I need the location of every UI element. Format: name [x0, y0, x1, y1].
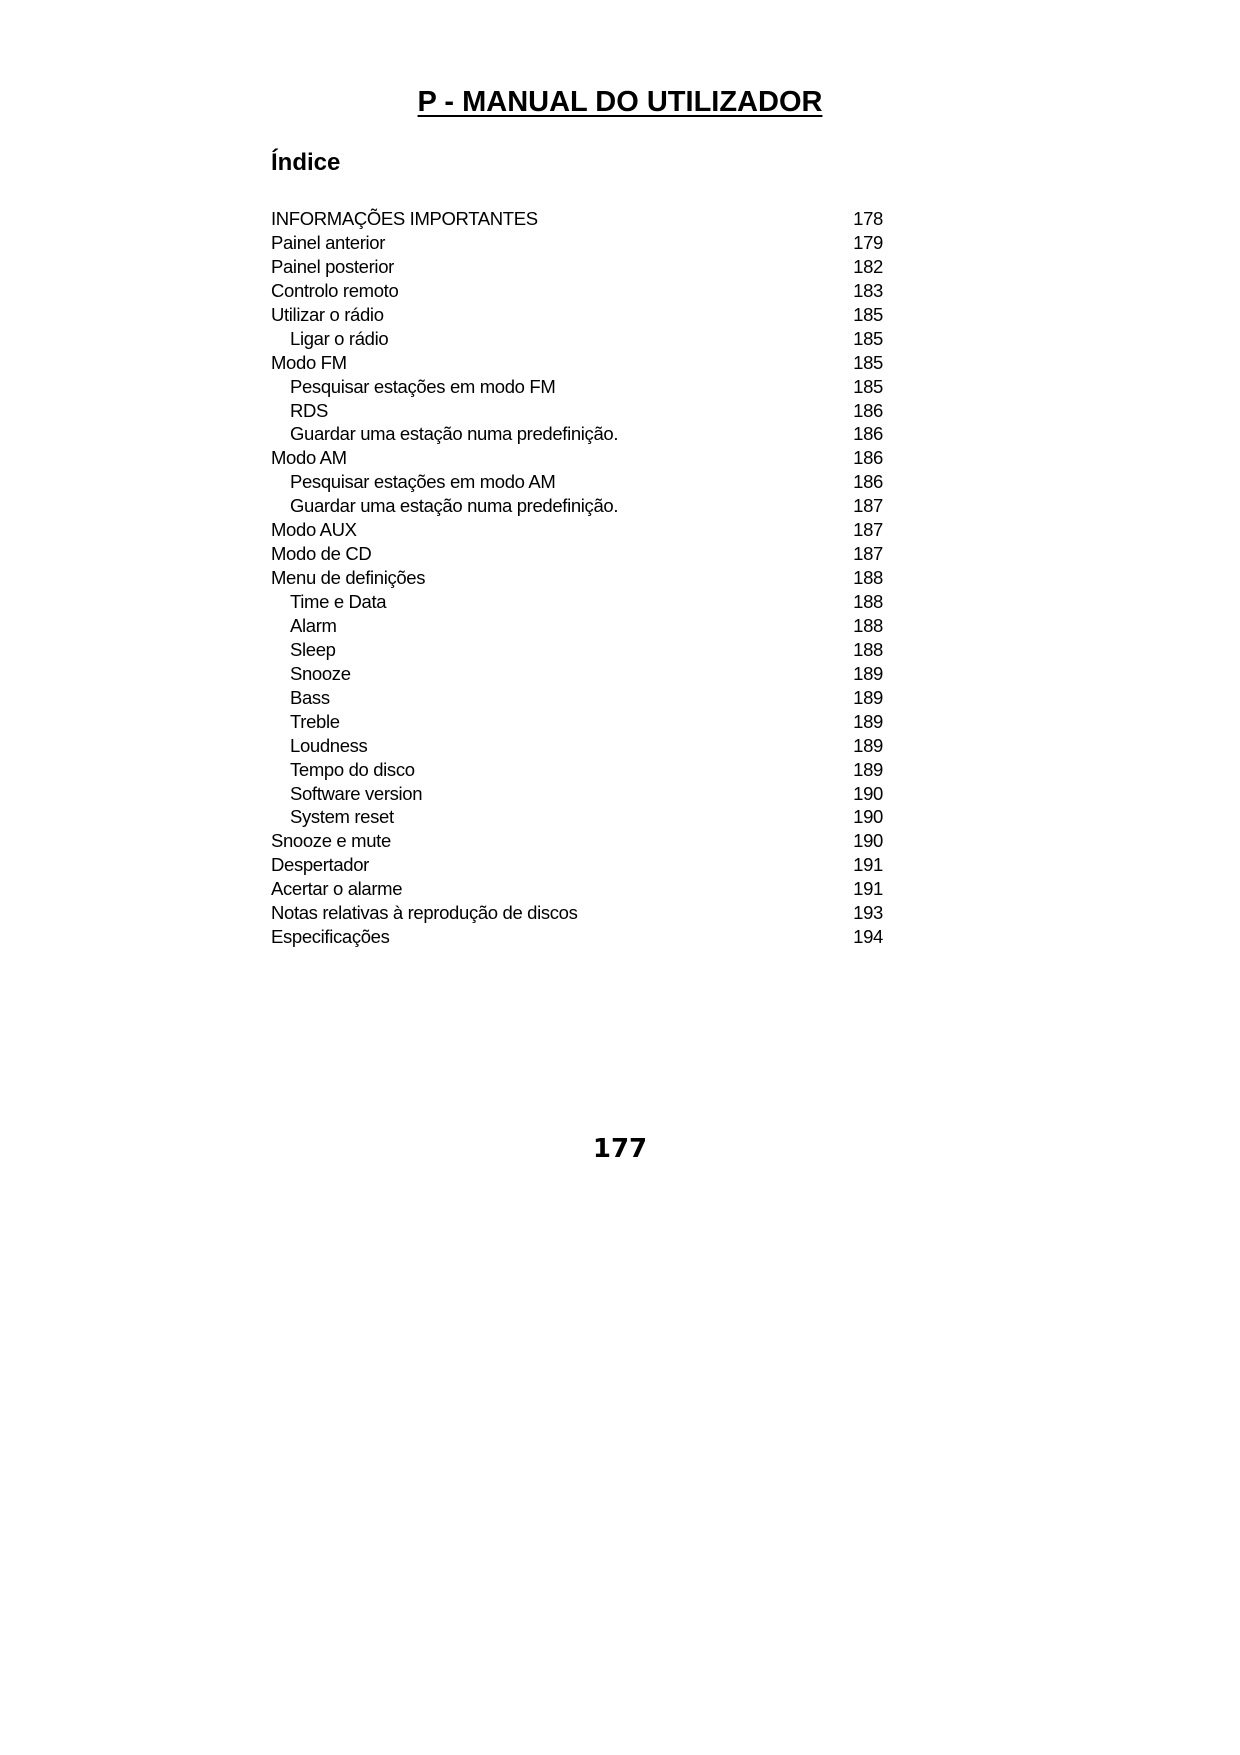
section-heading: Índice [271, 149, 341, 176]
table-of-contents [271, 207, 883, 949]
toc-entry-label: Especificações [271, 926, 390, 948]
toc-entry-page: 190 [853, 806, 883, 828]
toc-entry[interactable] [271, 877, 883, 901]
toc-entry-page: 191 [853, 854, 883, 876]
toc-entry[interactable] [271, 231, 883, 255]
toc-entry-label: Snooze e mute [271, 830, 391, 852]
toc-entry[interactable] [271, 925, 883, 949]
toc-entry[interactable] [271, 901, 883, 925]
toc-entry[interactable] [271, 710, 883, 734]
toc-entry-page: 189 [853, 710, 883, 732]
toc-entry[interactable] [271, 853, 883, 877]
toc-entry-label: Controlo remoto [271, 279, 399, 301]
toc-entry-page: 189 [853, 758, 883, 780]
toc-entry[interactable] [271, 782, 883, 806]
toc-entry[interactable] [271, 375, 883, 399]
toc-entry-page: 185 [853, 375, 883, 397]
toc-entry[interactable] [271, 279, 883, 303]
toc-entry-page: 194 [853, 926, 883, 948]
toc-entry[interactable] [271, 327, 883, 351]
toc-entry[interactable] [271, 590, 883, 614]
toc-entry-page: 185 [853, 351, 883, 373]
toc-entry-label: Modo AM [271, 447, 347, 469]
toc-entry-label: Sleep [290, 638, 336, 660]
toc-entry-page: 187 [853, 519, 883, 541]
toc-entry-page: 186 [853, 423, 883, 445]
page-title [0, 84, 1240, 120]
toc-entry-page: 188 [853, 591, 883, 612]
toc-entry-label: Guardar uma estação numa predefinição. [290, 423, 619, 445]
page-title-text: P - MANUAL DO UTILIZADOR [417, 86, 823, 118]
toc-entry[interactable] [271, 614, 883, 638]
toc-entry-page: 188 [853, 567, 883, 589]
toc-entry[interactable] [271, 351, 883, 375]
toc-entry-page: 188 [853, 614, 883, 636]
toc-entry-label: Modo de CD [271, 543, 372, 565]
toc-entry-page: 186 [853, 447, 883, 469]
toc-entry-page: 187 [853, 495, 883, 517]
page-number: 177 [592, 1134, 648, 1164]
toc-entry-page: 185 [853, 327, 883, 349]
toc-entry[interactable] [271, 686, 883, 710]
toc-entry-page: 187 [853, 543, 883, 565]
toc-entry-label: Bass [290, 686, 330, 708]
toc-entry-page: 189 [853, 734, 883, 756]
toc-entry-label: Painel anterior [271, 231, 386, 253]
toc-entry-label: Painel posterior [271, 255, 394, 277]
toc-entry-page: 186 [853, 399, 883, 421]
toc-entry-page: 190 [853, 830, 883, 852]
toc-entry-label: Acertar o alarme [271, 878, 403, 900]
toc-entry-label: Alarm [290, 614, 337, 636]
toc-entry-page: 182 [853, 255, 883, 277]
toc-entry[interactable] [271, 805, 883, 829]
toc-entry-label: Time e Data [290, 591, 387, 612]
toc-entry[interactable] [271, 255, 883, 279]
toc-entry[interactable] [271, 207, 883, 231]
toc-entry[interactable] [271, 829, 883, 853]
toc-entry[interactable] [271, 638, 883, 662]
toc-entry-label: Modo FM [271, 351, 347, 373]
toc-entry-page: 190 [853, 782, 883, 804]
toc-entry-page: 185 [853, 303, 883, 325]
toc-entry-label: RDS [290, 399, 329, 421]
toc-entry-page: 193 [853, 902, 883, 924]
toc-entry-label: Treble [290, 710, 340, 732]
toc-entry-label: Guardar uma estação numa predefinição. [290, 495, 619, 517]
toc-entry-page: 179 [853, 231, 883, 253]
toc-entry[interactable] [271, 734, 883, 758]
toc-entry[interactable] [271, 662, 883, 686]
toc-entry-page: 188 [853, 638, 883, 660]
toc-entry-label: Pesquisar estações em modo FM [290, 375, 556, 397]
toc-entry-page: 191 [853, 878, 883, 900]
toc-entry-label: Snooze [290, 662, 351, 684]
toc-entry-page: 186 [853, 471, 883, 493]
toc-entry[interactable] [271, 303, 883, 327]
toc-entry-label: System reset [290, 806, 394, 828]
toc-entry[interactable] [271, 542, 883, 566]
toc-entry[interactable] [271, 470, 883, 494]
toc-entry-label: Modo AUX [271, 519, 357, 541]
toc-entry-label: Utilizar o rádio [271, 303, 384, 325]
toc-entry-label: Ligar o rádio [290, 327, 389, 349]
toc-entry-label: Notas relativas à reprodução de discos [271, 902, 578, 924]
toc-entry-label: Loudness [290, 734, 368, 756]
toc-entry-label: Software version [290, 782, 423, 804]
toc-entry[interactable] [271, 494, 883, 518]
toc-entry-page: 189 [853, 686, 883, 708]
toc-entry[interactable] [271, 446, 883, 470]
toc-entry-label: Pesquisar estações em modo AM [290, 471, 556, 493]
toc-entry[interactable] [271, 566, 883, 590]
toc-entry-page: 189 [853, 662, 883, 684]
toc-entry-label: Menu de definições [271, 567, 426, 589]
toc-entry-label: INFORMAÇÕES IMPORTANTES [271, 208, 538, 229]
toc-entry-label: Despertador [271, 854, 369, 876]
toc-entry-page: 178 [853, 208, 883, 229]
toc-entry-page: 183 [853, 279, 883, 301]
toc-entry[interactable] [271, 758, 883, 782]
toc-entry-label: Tempo do disco [290, 758, 415, 780]
toc-entry[interactable] [271, 518, 883, 542]
toc-entry[interactable] [271, 422, 883, 446]
toc-entry[interactable] [271, 399, 883, 423]
